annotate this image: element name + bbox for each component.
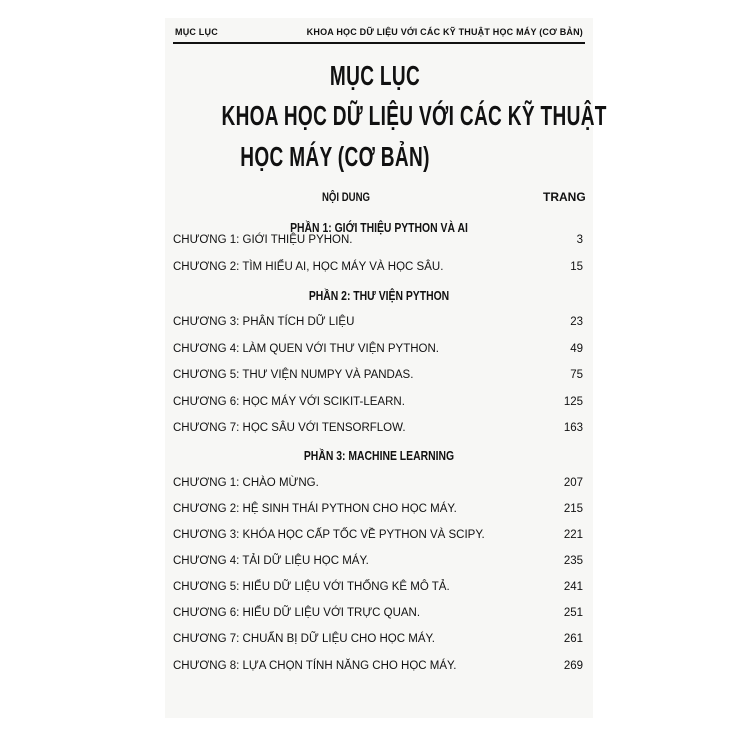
toc-entry[interactable] — [173, 369, 583, 386]
toc-entry-title: CHƯƠNG 6: HIỂU DỮ LIỆU VỚI TRỰC QUAN. — [173, 607, 421, 619]
column-header-page: TRANG — [543, 190, 586, 204]
toc-entry[interactable] — [173, 477, 583, 494]
toc-entry-page: 221 — [563, 529, 583, 541]
toc-entry-title: CHƯƠNG 1: CHÀO MỪNG. — [173, 477, 319, 489]
toc-entry-title: CHƯƠNG 7: CHUẨN BỊ DỮ LIỆU CHO HỌC MÁY. — [173, 633, 435, 645]
section-heading: PHẦN 3: MACHINE LEARNING — [303, 448, 455, 463]
toc-entry-title: CHƯƠNG 6: HỌC MÁY VỚI SCIKIT-LEARN. — [173, 396, 405, 408]
toc-entry-title: CHƯƠNG 2: TÌM HIỂU AI, HỌC MÁY VÀ HỌC SÂU. — [173, 261, 444, 273]
toc-entry[interactable] — [173, 422, 583, 439]
toc-entry-title: CHƯƠNG 4: TẢI DỮ LIỆU HỌC MÁY. — [173, 555, 369, 567]
toc-entry-page: 269 — [563, 660, 583, 672]
toc-entry-page: 163 — [563, 422, 583, 434]
toc-entry-page: 75 — [570, 369, 583, 381]
toc-entry-page: 15 — [570, 261, 583, 273]
toc-entry-title: CHƯƠNG 5: HIỂU DỮ LIỆU VỚI THỐNG KÊ MÔ TẢ. — [173, 581, 450, 593]
toc-entry-page: 23 — [570, 316, 583, 328]
toc-entry-page: 125 — [563, 396, 583, 408]
toc-entry[interactable] — [173, 633, 583, 650]
toc-entry[interactable] — [173, 316, 583, 333]
toc-entry[interactable] — [173, 660, 583, 677]
toc-entry[interactable] — [173, 396, 583, 413]
toc-entry-page: 49 — [570, 343, 583, 355]
toc-entry[interactable] — [173, 607, 583, 624]
toc-entry[interactable] — [173, 503, 583, 520]
toc-entry-page: 235 — [563, 555, 583, 567]
column-header-content: NỘI DUNG — [322, 190, 370, 204]
toc-entry[interactable] — [173, 555, 583, 572]
toc-entry-title: CHƯƠNG 5: THƯ VIỆN NUMPY VÀ PANDAS. — [173, 369, 414, 381]
header-right: KHOA HỌC DỮ LIỆU VỚI CÁC KỸ THUẬT HỌC MÁY (CƠ BẢN) — [306, 27, 583, 37]
toc-entry-page: 3 — [576, 234, 583, 246]
running-header — [175, 27, 583, 41]
book-page — [165, 18, 607, 718]
header-left: MỤC LỤC — [175, 27, 218, 37]
section-heading: PHẦN 2: THƯ VIỆN PYTHON — [308, 288, 450, 303]
book-title-line-1: KHOA HỌC DỮ LIỆU VỚI CÁC KỸ THUẬT — [221, 100, 607, 131]
toc-entry-title: CHƯƠNG 2: HỆ SINH THÁI PYTHON CHO HỌC MÁY. — [173, 503, 457, 515]
toc-entry-page: 261 — [563, 633, 583, 645]
section-heading: PHẦN 1: GIỚI THIỆU PYTHON VÀ AI — [290, 220, 468, 235]
page-title: MỤC LỤC — [329, 60, 421, 91]
toc-entry-title: CHƯƠNG 7: HỌC SÂU VỚI TENSORFLOW. — [173, 422, 406, 434]
toc-entry-title: CHƯƠNG 4: LÀM QUEN VỚI THƯ VIỆN PYTHON. — [173, 343, 439, 355]
toc-entry-title: CHƯƠNG 1: GIỚI THIỆU PYHON. — [173, 234, 353, 246]
toc-entry-page: 241 — [563, 581, 583, 593]
toc-entry-page: 251 — [563, 607, 583, 619]
toc-entry-page: 207 — [563, 477, 583, 489]
toc-entry-page: 215 — [563, 503, 583, 515]
header-rule — [173, 42, 585, 44]
toc-entry[interactable] — [173, 261, 583, 278]
toc-entry[interactable] — [173, 581, 583, 598]
toc-entry-title: CHƯƠNG 8: LỰA CHỌN TÍNH NĂNG CHO HỌC MÁY. — [173, 660, 457, 672]
toc-entry[interactable] — [173, 529, 583, 546]
toc-entry-title: CHƯƠNG 3: KHÓA HỌC CẤP TỐC VỀ PYTHON VÀ SCIPY. — [173, 529, 485, 541]
toc-entry-title: CHƯƠNG 3: PHÂN TÍCH DỮ LIỆU — [173, 316, 355, 328]
toc-entry[interactable] — [173, 343, 583, 360]
book-title-line-2: HỌC MÁY (CƠ BẢN) — [240, 141, 430, 172]
toc-entry[interactable] — [173, 234, 583, 251]
